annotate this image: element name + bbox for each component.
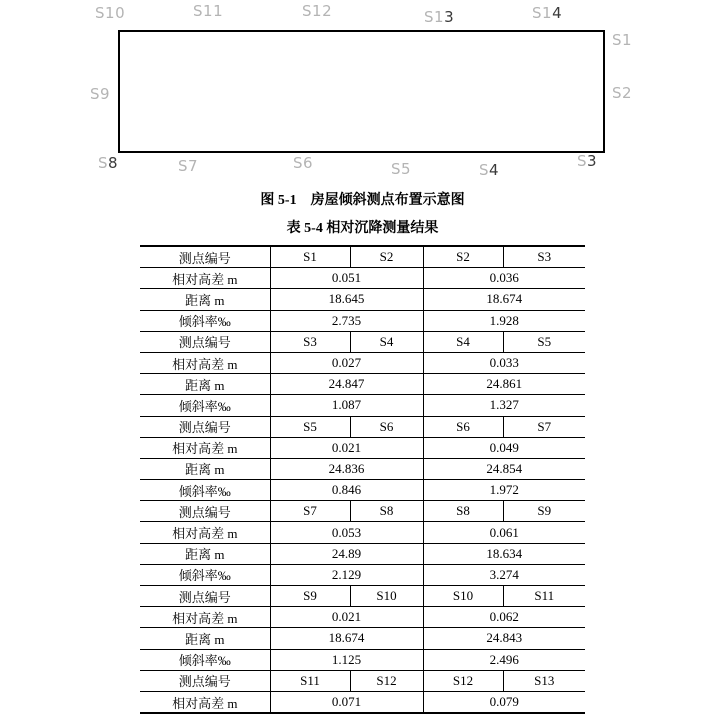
row-label-distance: 距离 m — [140, 289, 270, 310]
tilt-point-diagram — [0, 0, 717, 185]
row-label-height-diff: 相对高差 m — [140, 268, 270, 289]
tilt-cell: 2.129 — [270, 564, 423, 585]
height-diff-cell: 0.051 — [270, 268, 423, 289]
table-row — [140, 458, 585, 479]
table-row — [140, 522, 585, 543]
point-label-text: S1 — [532, 4, 553, 22]
row-label-height-diff: 相对高差 m — [140, 691, 270, 713]
point-id-cell: S1 — [270, 246, 350, 268]
point-id-cell: S5 — [270, 416, 350, 437]
table-row — [140, 310, 585, 331]
table-row — [140, 480, 585, 501]
point-label-S1 — [612, 33, 632, 48]
point-label-S2 — [612, 86, 632, 101]
point-id-cell: S4 — [350, 331, 423, 352]
row-label-tilt: 倾斜率‰ — [140, 564, 270, 585]
point-label-text: S11 — [193, 2, 224, 20]
point-id-cell: S8 — [423, 501, 503, 522]
point-label-text-dark: 8 — [108, 154, 119, 172]
row-label-point: 测点编号 — [140, 586, 270, 607]
row-label-point: 测点编号 — [140, 501, 270, 522]
table-row — [140, 416, 585, 437]
row-label-distance: 距离 m — [140, 458, 270, 479]
distance-cell: 18.645 — [270, 289, 423, 310]
table-row — [140, 352, 585, 373]
point-id-cell: S12 — [423, 670, 503, 691]
row-label-tilt: 倾斜率‰ — [140, 310, 270, 331]
tilt-cell: 1.327 — [423, 395, 585, 416]
table-row — [140, 289, 585, 310]
point-label-S7 — [178, 159, 198, 174]
height-diff-cell: 0.061 — [423, 522, 585, 543]
tilt-cell: 2.496 — [423, 649, 585, 670]
point-label-S6 — [293, 156, 313, 171]
point-id-cell: S2 — [423, 246, 503, 268]
tilt-cell: 0.846 — [270, 480, 423, 501]
point-id-cell: S7 — [270, 501, 350, 522]
row-label-point: 测点编号 — [140, 670, 270, 691]
point-label-S14 — [532, 6, 562, 21]
point-label-S11 — [193, 4, 223, 19]
point-label-S8 — [98, 156, 118, 171]
table-row — [140, 331, 585, 352]
point-id-cell: S2 — [350, 246, 423, 268]
row-label-height-diff: 相对高差 m — [140, 607, 270, 628]
height-diff-cell: 0.049 — [423, 437, 585, 458]
row-label-tilt: 倾斜率‰ — [140, 649, 270, 670]
tilt-cell: 2.735 — [270, 310, 423, 331]
table-row — [140, 607, 585, 628]
height-diff-cell: 0.062 — [423, 607, 585, 628]
settlement-table-wrapper — [140, 245, 585, 714]
distance-cell: 24.847 — [270, 374, 423, 395]
figure-caption: 图 5-1 房屋倾斜测点布置示意图 — [260, 193, 465, 208]
row-label-height-diff: 相对高差 m — [140, 437, 270, 458]
point-id-cell: S7 — [503, 416, 585, 437]
point-id-cell: S11 — [270, 670, 350, 691]
distance-cell: 24.89 — [270, 543, 423, 564]
point-label-text: S1 — [612, 31, 633, 49]
point-id-cell: S4 — [423, 331, 503, 352]
distance-cell: 18.634 — [423, 543, 585, 564]
point-label-text: S5 — [391, 160, 412, 178]
point-id-cell: S8 — [350, 501, 423, 522]
table-row — [140, 246, 585, 268]
table-row — [140, 543, 585, 564]
point-label-S4 — [479, 163, 499, 178]
height-diff-cell: 0.033 — [423, 352, 585, 373]
table-caption: 表 5-4 相对沉降测量结果 — [286, 221, 439, 236]
point-label-S13 — [424, 10, 454, 25]
tilt-cell: 1.928 — [423, 310, 585, 331]
point-label-text: S — [98, 154, 109, 172]
point-label-text: S12 — [302, 2, 333, 20]
row-label-distance: 距离 m — [140, 543, 270, 564]
tilt-cell: 1.087 — [270, 395, 423, 416]
distance-cell: 18.674 — [423, 289, 585, 310]
point-label-text: S2 — [612, 84, 633, 102]
point-label-S3 — [577, 154, 597, 169]
point-label-text: S — [577, 152, 588, 170]
point-label-text-dark: 3 — [444, 8, 455, 26]
distance-cell: 24.854 — [423, 458, 585, 479]
point-id-cell: S3 — [503, 246, 585, 268]
point-id-cell: S10 — [350, 586, 423, 607]
table-row — [140, 670, 585, 691]
tilt-cell: 1.972 — [423, 480, 585, 501]
table-row — [140, 374, 585, 395]
height-diff-cell: 0.071 — [270, 691, 423, 713]
building-outline — [118, 30, 605, 153]
point-label-S10 — [95, 6, 125, 21]
point-label-text-dark: 4 — [552, 4, 563, 22]
row-label-point: 测点编号 — [140, 246, 270, 268]
row-label-tilt: 倾斜率‰ — [140, 395, 270, 416]
point-id-cell: S3 — [270, 331, 350, 352]
point-label-S12 — [302, 4, 332, 19]
table-row — [140, 691, 585, 713]
point-label-text: S10 — [95, 4, 126, 22]
point-id-cell: S12 — [350, 670, 423, 691]
distance-cell: 24.836 — [270, 458, 423, 479]
point-label-text: S — [479, 161, 490, 179]
row-label-height-diff: 相对高差 m — [140, 522, 270, 543]
settlement-table — [140, 245, 585, 714]
table-row — [140, 586, 585, 607]
height-diff-cell: 0.036 — [423, 268, 585, 289]
point-id-cell: S9 — [503, 501, 585, 522]
point-label-text: S6 — [293, 154, 314, 172]
table-row — [140, 437, 585, 458]
tilt-cell: 3.274 — [423, 564, 585, 585]
table-row — [140, 564, 585, 585]
distance-cell: 24.843 — [423, 628, 585, 649]
table-row — [140, 395, 585, 416]
point-label-S9 — [90, 87, 110, 102]
distance-cell: 24.861 — [423, 374, 585, 395]
row-label-height-diff: 相对高差 m — [140, 352, 270, 373]
table-row — [140, 628, 585, 649]
height-diff-cell: 0.079 — [423, 691, 585, 713]
row-label-point: 测点编号 — [140, 416, 270, 437]
distance-cell: 18.674 — [270, 628, 423, 649]
point-id-cell: S13 — [503, 670, 585, 691]
height-diff-cell: 0.027 — [270, 352, 423, 373]
table-row — [140, 501, 585, 522]
point-label-text: S7 — [178, 157, 199, 175]
row-label-distance: 距离 m — [140, 628, 270, 649]
tilt-cell: 1.125 — [270, 649, 423, 670]
height-diff-cell: 0.021 — [270, 607, 423, 628]
point-label-text: S9 — [90, 85, 111, 103]
point-label-S5 — [391, 162, 411, 177]
height-diff-cell: 0.053 — [270, 522, 423, 543]
point-id-cell: S9 — [270, 586, 350, 607]
row-label-distance: 距离 m — [140, 374, 270, 395]
point-id-cell: S11 — [503, 586, 585, 607]
point-label-text: S1 — [424, 8, 445, 26]
row-label-point: 测点编号 — [140, 331, 270, 352]
point-id-cell: S10 — [423, 586, 503, 607]
point-id-cell: S5 — [503, 331, 585, 352]
point-label-text-dark: 3 — [587, 152, 598, 170]
point-id-cell: S6 — [350, 416, 423, 437]
table-row — [140, 268, 585, 289]
point-id-cell: S6 — [423, 416, 503, 437]
point-label-text-dark: 4 — [489, 161, 500, 179]
settlement-table-body — [140, 246, 585, 713]
height-diff-cell: 0.021 — [270, 437, 423, 458]
row-label-tilt: 倾斜率‰ — [140, 480, 270, 501]
table-row — [140, 649, 585, 670]
